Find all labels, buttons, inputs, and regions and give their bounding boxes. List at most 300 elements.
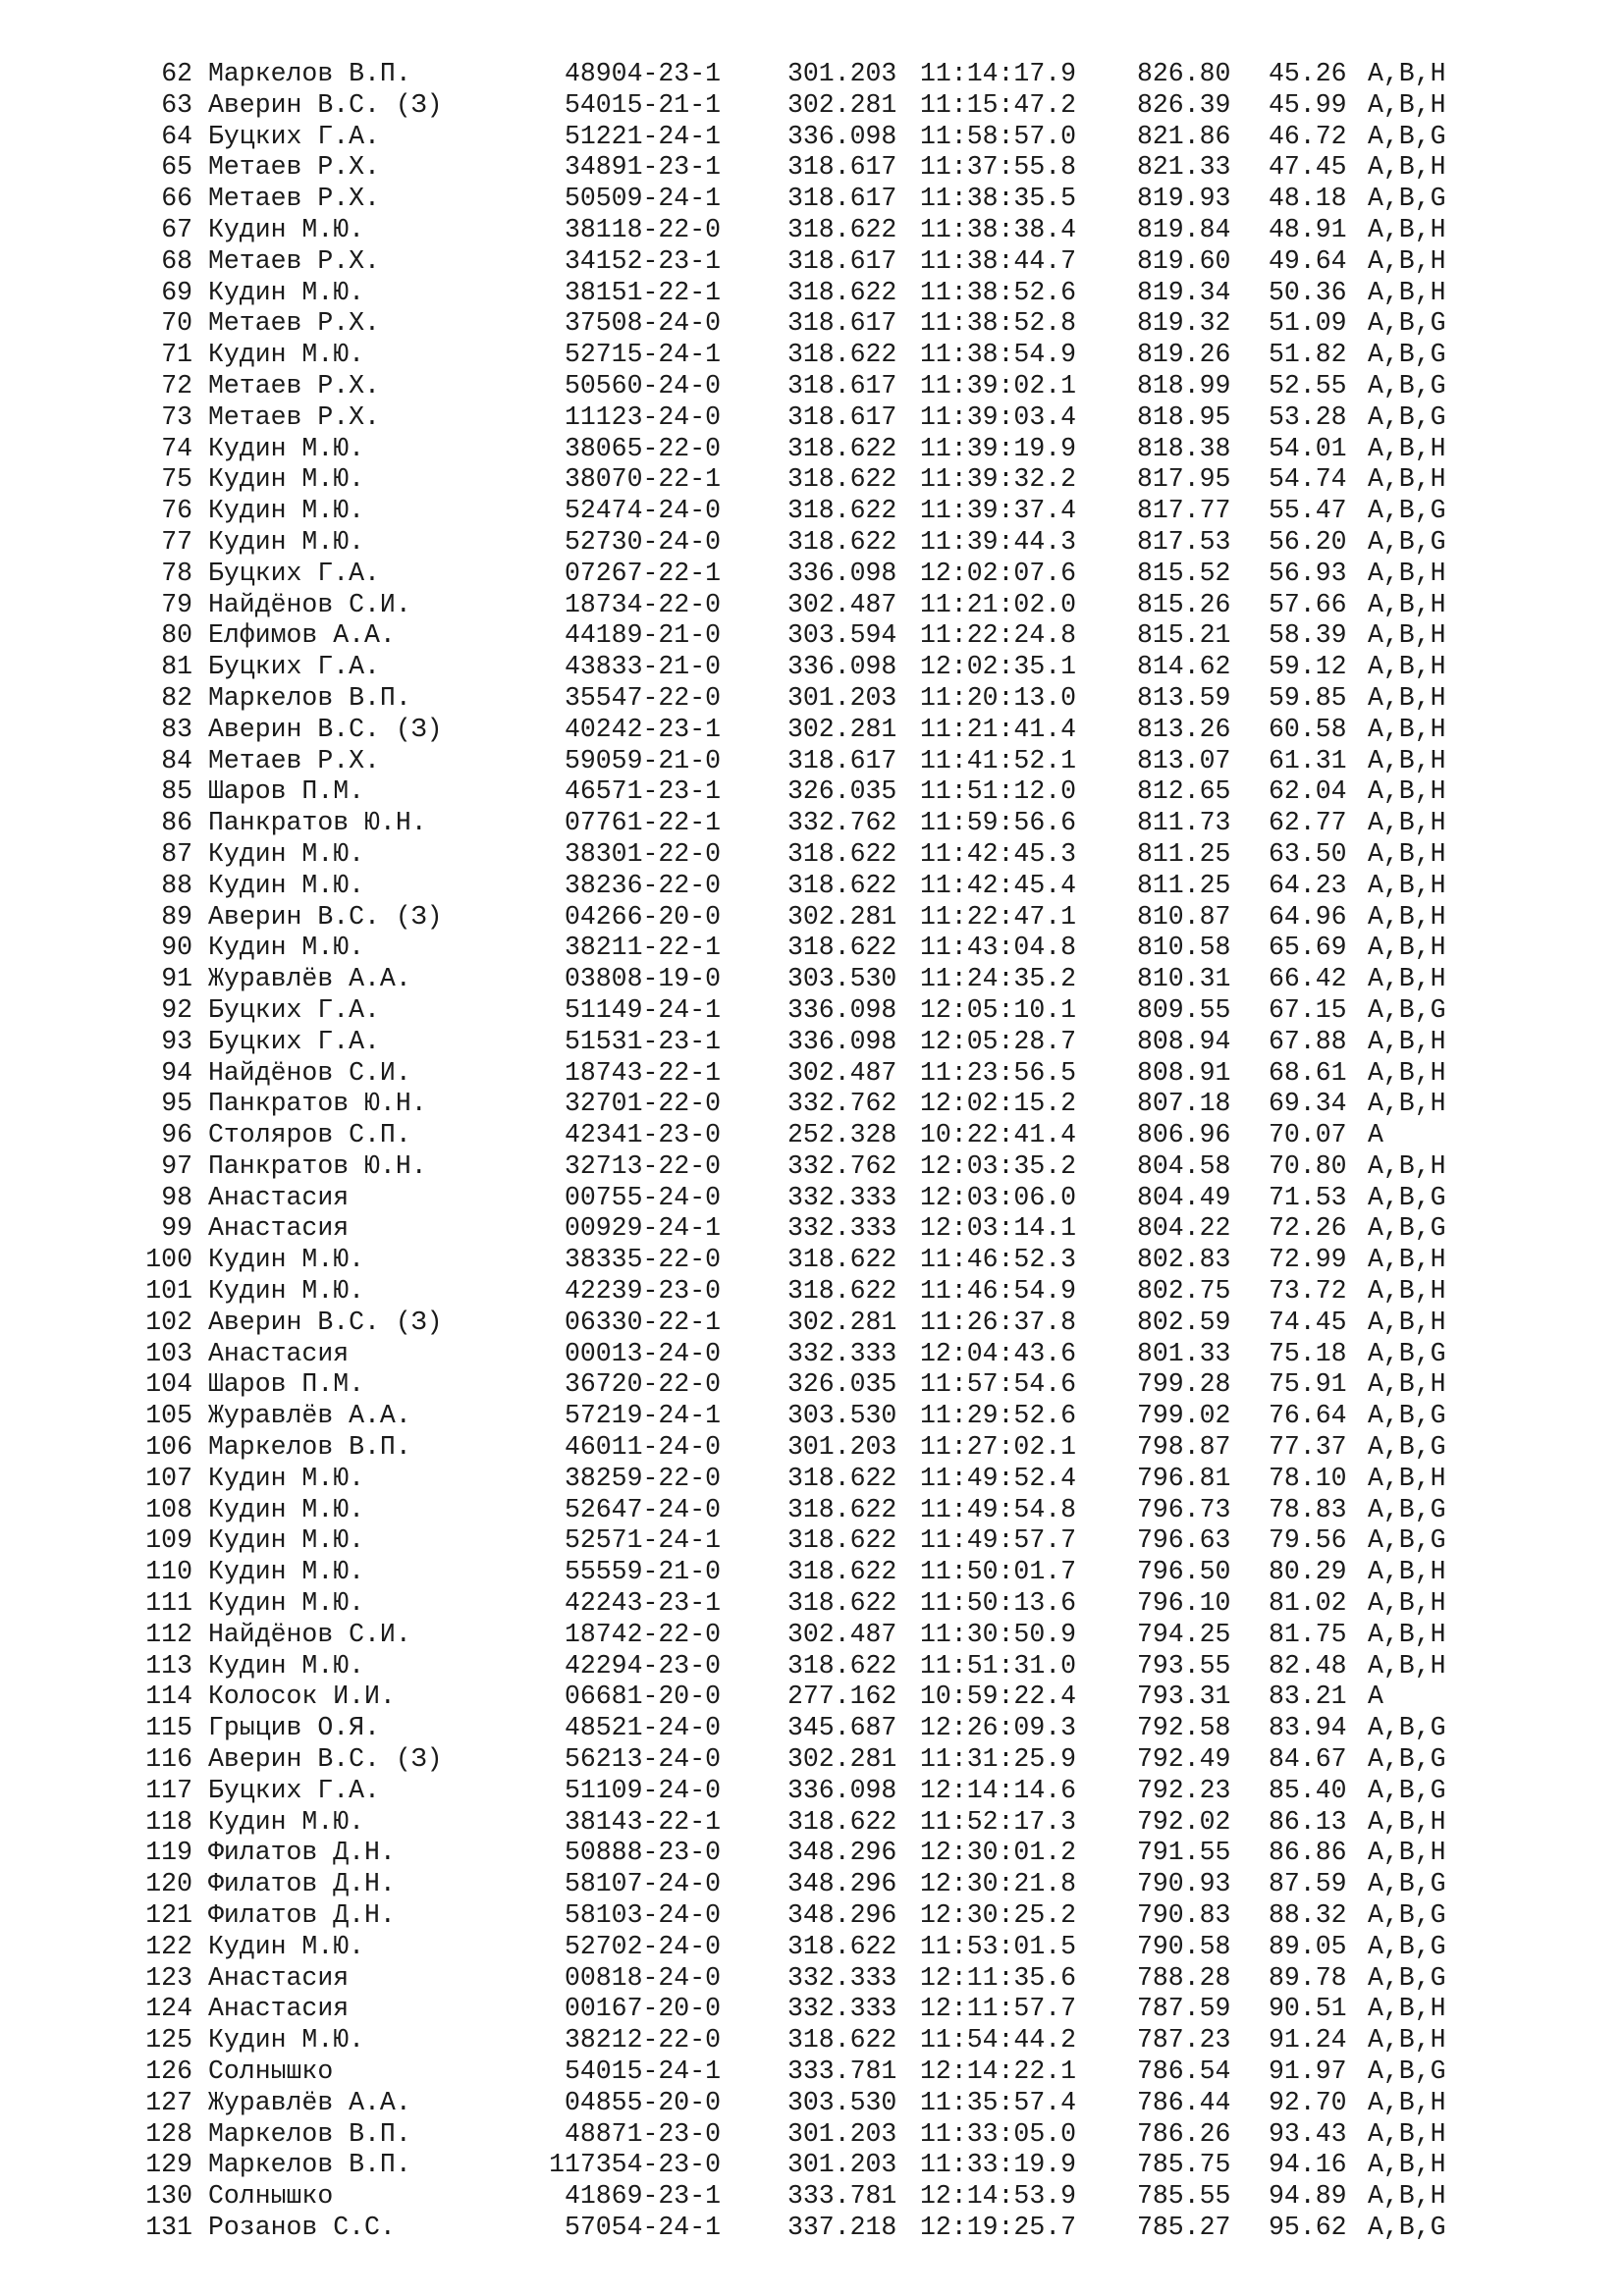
table-row [0, 1401, 1624, 1432]
arrival-time: 12:14:22.1 [920, 2056, 1077, 2086]
table-row [0, 1276, 1624, 1308]
row-number: 75 [161, 464, 192, 495]
row-number: 78 [161, 558, 192, 588]
ring-number: 42341-23-0 [564, 1120, 721, 1150]
ring-number: 51531-23-1 [564, 1026, 721, 1056]
coefficient-value: 83.21 [1269, 1682, 1347, 1712]
results-table [0, 59, 1624, 2244]
row-number: 103 [145, 1338, 192, 1368]
distance-value: 318.622 [787, 933, 897, 963]
ring-number: 07267-22-1 [564, 558, 721, 588]
row-number: 80 [161, 620, 192, 651]
table-row [0, 839, 1624, 871]
row-number: 88 [161, 870, 192, 900]
coefficient-value: 73.72 [1269, 1276, 1347, 1307]
ring-number: 50509-24-1 [564, 184, 721, 214]
arrival-time: 11:39:19.9 [920, 433, 1077, 463]
speed-value: 811.25 [1137, 838, 1231, 869]
row-number: 125 [145, 2025, 192, 2056]
row-number: 65 [161, 152, 192, 183]
arrival-time: 12:30:01.2 [920, 1838, 1077, 1868]
ring-number: 38335-22-0 [564, 1245, 721, 1275]
fancier-name: Журавлёв А.А. [208, 1401, 411, 1431]
speed-value: 806.96 [1137, 1120, 1231, 1150]
distance-value: 345.687 [787, 1713, 897, 1743]
arrival-time: 11:15:47.2 [920, 89, 1077, 120]
fancier-name: Филатов Д.Н. [208, 1869, 396, 1899]
table-row [0, 1525, 1624, 1557]
row-number: 108 [145, 1494, 192, 1524]
groups-value: A,B,G [1368, 994, 1446, 1025]
ring-number: 46011-24-0 [564, 1432, 721, 1463]
fancier-name: Шаров П.М. [208, 776, 365, 807]
distance-value: 333.781 [787, 2181, 897, 2212]
table-row [0, 1432, 1624, 1464]
fancier-name: Маркелов В.П. [208, 1432, 411, 1463]
arrival-time: 11:49:52.4 [920, 1463, 1077, 1493]
ring-number: 46571-23-1 [564, 776, 721, 807]
arrival-time: 12:03:35.2 [920, 1150, 1077, 1181]
groups-value: A,B,H [1368, 2181, 1446, 2212]
fancier-name: Метаев Р.Х. [208, 245, 380, 276]
ring-number: 41869-23-1 [564, 2181, 721, 2212]
distance-value: 318.617 [787, 401, 897, 432]
fancier-name: Кудин М.Ю. [208, 277, 365, 307]
coefficient-value: 72.26 [1269, 1213, 1347, 1244]
distance-value: 318.617 [787, 370, 897, 400]
fancier-name: Солнышко [208, 2056, 334, 2086]
coefficient-value: 91.97 [1269, 2056, 1347, 2086]
groups-value: A,B,G [1368, 401, 1446, 432]
distance-value: 332.762 [787, 1150, 897, 1181]
groups-value: A,B,G [1368, 1869, 1446, 1899]
table-row [0, 1994, 1624, 2025]
row-number: 120 [145, 1869, 192, 1899]
coefficient-value: 89.05 [1269, 1931, 1347, 1961]
table-row [0, 590, 1624, 621]
table-row [0, 402, 1624, 434]
speed-value: 818.99 [1137, 370, 1231, 400]
ring-number: 34152-23-1 [564, 245, 721, 276]
groups-value: A,B,H [1368, 558, 1446, 588]
row-number: 62 [161, 59, 192, 88]
row-number: 124 [145, 1994, 192, 2024]
speed-value: 819.34 [1137, 277, 1231, 307]
ring-number: 42239-23-0 [564, 1276, 721, 1307]
groups-value: A,B,G [1368, 1525, 1446, 1556]
row-number: 92 [161, 994, 192, 1025]
table-row [0, 1620, 1624, 1651]
table-row [0, 683, 1624, 715]
row-number: 130 [145, 2181, 192, 2212]
row-number: 117 [145, 1775, 192, 1805]
distance-value: 277.162 [787, 1682, 897, 1712]
groups-value: A,B,H [1368, 964, 1446, 994]
fancier-name: Кудин М.Ю. [208, 2025, 365, 2056]
ring-number: 38259-22-0 [564, 1463, 721, 1493]
row-number: 114 [145, 1682, 192, 1712]
speed-value: 815.26 [1137, 589, 1231, 619]
arrival-time: 11:37:55.8 [920, 152, 1077, 183]
distance-value: 318.622 [787, 1276, 897, 1307]
table-row [0, 715, 1624, 746]
speed-value: 814.62 [1137, 652, 1231, 682]
distance-value: 332.762 [787, 1089, 897, 1119]
row-number: 94 [161, 1057, 192, 1088]
coefficient-value: 54.01 [1269, 433, 1347, 463]
groups-value: A,B,G [1368, 121, 1446, 151]
fancier-name: Кудин М.Ю. [208, 1276, 365, 1307]
row-number: 90 [161, 933, 192, 963]
groups-value: A,B,H [1368, 1806, 1446, 1837]
coefficient-value: 45.26 [1269, 59, 1347, 88]
coefficient-value: 75.18 [1269, 1338, 1347, 1368]
coefficient-value: 64.23 [1269, 870, 1347, 900]
distance-value: 318.622 [787, 1245, 897, 1275]
speed-value: 787.59 [1137, 1994, 1231, 2024]
speed-value: 810.58 [1137, 933, 1231, 963]
table-row [0, 1120, 1624, 1151]
groups-value: A,B,H [1368, 901, 1446, 932]
distance-value: 302.487 [787, 1057, 897, 1088]
fancier-name: Буцких Г.А. [208, 121, 380, 151]
fancier-name: Аверин В.С. (З) [208, 1744, 443, 1775]
distance-value: 332.333 [787, 1338, 897, 1368]
table-row [0, 1464, 1624, 1495]
arrival-time: 12:03:06.0 [920, 1182, 1077, 1212]
distance-value: 318.622 [787, 1650, 897, 1681]
distance-value: 332.333 [787, 1182, 897, 1212]
arrival-time: 11:38:44.7 [920, 245, 1077, 276]
arrival-time: 11:49:57.7 [920, 1525, 1077, 1556]
fancier-name: Журавлёв А.А. [208, 2087, 411, 2117]
arrival-time: 11:38:54.9 [920, 340, 1077, 370]
fancier-name: Маркелов В.П. [208, 2150, 411, 2180]
speed-value: 799.02 [1137, 1401, 1231, 1431]
ring-number: 43833-21-0 [564, 652, 721, 682]
speed-value: 786.44 [1137, 2087, 1231, 2117]
ring-number: 51221-24-1 [564, 121, 721, 151]
table-row [0, 1588, 1624, 1620]
distance-value: 302.281 [787, 89, 897, 120]
row-number: 83 [161, 714, 192, 744]
row-number: 95 [161, 1089, 192, 1119]
coefficient-value: 59.85 [1269, 682, 1347, 713]
fancier-name: Маркелов В.П. [208, 2118, 411, 2149]
fancier-name: Найдёнов С.И. [208, 1057, 411, 1088]
distance-value: 301.203 [787, 2150, 897, 2180]
table-row [0, 246, 1624, 278]
arrival-time: 11:50:13.6 [920, 1588, 1077, 1619]
ring-number: 18734-22-0 [564, 589, 721, 619]
table-row [0, 1339, 1624, 1370]
row-number: 97 [161, 1150, 192, 1181]
table-row [0, 1838, 1624, 1869]
ring-number: 38065-22-0 [564, 433, 721, 463]
coefficient-value: 55.47 [1269, 496, 1347, 526]
groups-value: A,B,H [1368, 245, 1446, 276]
arrival-time: 11:53:01.5 [920, 1931, 1077, 1961]
speed-value: 811.73 [1137, 808, 1231, 838]
speed-value: 821.33 [1137, 152, 1231, 183]
groups-value: A,B,H [1368, 1838, 1446, 1868]
arrival-time: 11:31:25.9 [920, 1744, 1077, 1775]
arrival-time: 11:22:24.8 [920, 620, 1077, 651]
coefficient-value: 48.18 [1269, 184, 1347, 214]
row-number: 68 [161, 245, 192, 276]
coefficient-value: 47.45 [1269, 152, 1347, 183]
table-row [0, 1869, 1624, 1900]
groups-value: A,B,H [1368, 464, 1446, 495]
table-row [0, 496, 1624, 527]
fancier-name: Кудин М.Ю. [208, 464, 365, 495]
ring-number: 38301-22-0 [564, 838, 721, 869]
distance-value: 303.530 [787, 2087, 897, 2117]
fancier-name: Кудин М.Ю. [208, 1650, 365, 1681]
coefficient-value: 51.82 [1269, 340, 1347, 370]
groups-value: A,B,H [1368, 89, 1446, 120]
groups-value: A,B,G [1368, 1338, 1446, 1368]
table-row [0, 184, 1624, 215]
distance-value: 337.218 [787, 2212, 897, 2242]
fancier-name: Буцких Г.А. [208, 652, 380, 682]
arrival-time: 11:39:03.4 [920, 401, 1077, 432]
coefficient-value: 49.64 [1269, 245, 1347, 276]
coefficient-value: 53.28 [1269, 401, 1347, 432]
table-row [0, 464, 1624, 496]
arrival-time: 11:24:35.2 [920, 964, 1077, 994]
groups-value: A,B,G [1368, 2212, 1446, 2242]
fancier-name: Анастасия [208, 1338, 350, 1368]
ring-number: 38151-22-1 [564, 277, 721, 307]
table-row [0, 122, 1624, 153]
arrival-time: 11:50:01.7 [920, 1557, 1077, 1587]
groups-value: A,B,H [1368, 1463, 1446, 1493]
arrival-time: 11:20:13.0 [920, 682, 1077, 713]
speed-value: 796.73 [1137, 1494, 1231, 1524]
table-row [0, 434, 1624, 465]
table-row [0, 1183, 1624, 1214]
ring-number: 44189-21-0 [564, 620, 721, 651]
groups-value: A,B,H [1368, 589, 1446, 619]
ring-number: 00818-24-0 [564, 1962, 721, 1993]
arrival-time: 11:46:52.3 [920, 1245, 1077, 1275]
coefficient-value: 83.94 [1269, 1713, 1347, 1743]
row-number: 87 [161, 838, 192, 869]
groups-value: A,B,H [1368, 2025, 1446, 2056]
distance-value: 318.622 [787, 1557, 897, 1587]
coefficient-value: 71.53 [1269, 1182, 1347, 1212]
table-row [0, 371, 1624, 402]
row-number: 85 [161, 776, 192, 807]
row-number: 102 [145, 1307, 192, 1337]
coefficient-value: 51.09 [1269, 308, 1347, 339]
ring-number: 48521-24-0 [564, 1713, 721, 1743]
row-number: 67 [161, 214, 192, 244]
table-row [0, 2119, 1624, 2151]
arrival-time: 11:23:56.5 [920, 1057, 1077, 1088]
speed-value: 818.38 [1137, 433, 1231, 463]
groups-value: A,B,H [1368, 808, 1446, 838]
fancier-name: Буцких Г.А. [208, 1026, 380, 1056]
ring-number: 40242-23-1 [564, 714, 721, 744]
ring-number: 50560-24-0 [564, 370, 721, 400]
row-number: 69 [161, 277, 192, 307]
table-row [0, 1495, 1624, 1526]
table-row [0, 1744, 1624, 1776]
row-number: 129 [145, 2150, 192, 2180]
fancier-name: Кудин М.Ю. [208, 1463, 365, 1493]
row-number: 79 [161, 589, 192, 619]
ring-number: 52730-24-0 [564, 526, 721, 557]
speed-value: 801.33 [1137, 1338, 1231, 1368]
table-row [0, 1557, 1624, 1588]
arrival-time: 11:41:52.1 [920, 745, 1077, 775]
speed-value: 790.58 [1137, 1931, 1231, 1961]
distance-value: 318.622 [787, 1588, 897, 1619]
row-number: 91 [161, 964, 192, 994]
fancier-name: Аверин В.С. (З) [208, 901, 443, 932]
fancier-name: Кудин М.Ю. [208, 1931, 365, 1961]
table-row [0, 308, 1624, 340]
table-row [0, 2150, 1624, 2181]
groups-value: A,B,G [1368, 184, 1446, 214]
groups-value: A,B,H [1368, 277, 1446, 307]
speed-value: 796.50 [1137, 1557, 1231, 1587]
speed-value: 785.27 [1137, 2212, 1231, 2242]
row-number: 71 [161, 340, 192, 370]
coefficient-value: 57.66 [1269, 589, 1347, 619]
arrival-time: 11:57:54.6 [920, 1369, 1077, 1400]
distance-value: 318.622 [787, 870, 897, 900]
groups-value: A,B,G [1368, 370, 1446, 400]
coefficient-value: 87.59 [1269, 1869, 1347, 1899]
ring-number: 48904-23-1 [564, 59, 721, 88]
groups-value: A,B,H [1368, 2087, 1446, 2117]
fancier-name: Анастасия [208, 1213, 350, 1244]
speed-value: 796.63 [1137, 1525, 1231, 1556]
table-row [0, 1027, 1624, 1058]
row-number: 98 [161, 1182, 192, 1212]
fancier-name: Кудин М.Ю. [208, 1806, 365, 1837]
fancier-name: Метаев Р.Х. [208, 370, 380, 400]
arrival-time: 10:22:41.4 [920, 1120, 1077, 1150]
coefficient-value: 72.99 [1269, 1245, 1347, 1275]
groups-value: A,B,H [1368, 1557, 1446, 1587]
row-number: 110 [145, 1557, 192, 1587]
coefficient-value: 94.16 [1269, 2150, 1347, 2180]
table-row [0, 1713, 1624, 1744]
ring-number: 00755-24-0 [564, 1182, 721, 1212]
distance-value: 333.781 [787, 2056, 897, 2086]
table-row [0, 2181, 1624, 2213]
speed-value: 815.52 [1137, 558, 1231, 588]
ring-number: 32701-22-0 [564, 1089, 721, 1119]
fancier-name: Анастасия [208, 1962, 350, 1993]
table-row [0, 1089, 1624, 1120]
arrival-time: 10:59:22.4 [920, 1682, 1077, 1712]
coefficient-value: 65.69 [1269, 933, 1347, 963]
fancier-name: Кудин М.Ю. [208, 214, 365, 244]
row-number: 127 [145, 2087, 192, 2117]
groups-value: A,B,G [1368, 1900, 1446, 1931]
distance-value: 318.622 [787, 526, 897, 557]
ring-number: 54015-24-1 [564, 2056, 721, 2086]
fancier-name: Найдёнов С.И. [208, 1619, 411, 1649]
distance-value: 336.098 [787, 558, 897, 588]
fancier-name: Панкратов Ю.Н. [208, 1150, 427, 1181]
distance-value: 318.622 [787, 2025, 897, 2056]
table-row [0, 1308, 1624, 1339]
coefficient-value: 69.34 [1269, 1089, 1347, 1119]
speed-value: 790.83 [1137, 1900, 1231, 1931]
arrival-time: 11:35:57.4 [920, 2087, 1077, 2117]
row-number: 115 [145, 1713, 192, 1743]
groups-value: A,B,G [1368, 496, 1446, 526]
fancier-name: Кудин М.Ю. [208, 1557, 365, 1587]
table-row [0, 1213, 1624, 1245]
fancier-name: Метаев Р.Х. [208, 184, 380, 214]
speed-value: 802.83 [1137, 1245, 1231, 1275]
row-number: 70 [161, 308, 192, 339]
coefficient-value: 45.99 [1269, 89, 1347, 120]
speed-value: 791.55 [1137, 1838, 1231, 1868]
speed-value: 817.77 [1137, 496, 1231, 526]
groups-value: A,B,H [1368, 152, 1446, 183]
distance-value: 336.098 [787, 1775, 897, 1805]
groups-value: A,B,G [1368, 1401, 1446, 1431]
fancier-name: Анастасия [208, 1994, 350, 2024]
coefficient-value: 80.29 [1269, 1557, 1347, 1587]
ring-number: 34891-23-1 [564, 152, 721, 183]
speed-value: 786.54 [1137, 2056, 1231, 2086]
table-row [0, 2088, 1624, 2119]
fancier-name: Розанов С.С. [208, 2212, 396, 2242]
fancier-name: Кудин М.Ю. [208, 526, 365, 557]
distance-value: 318.622 [787, 464, 897, 495]
groups-value: A,B,H [1368, 433, 1446, 463]
arrival-time: 11:51:12.0 [920, 776, 1077, 807]
coefficient-value: 66.42 [1269, 964, 1347, 994]
table-row [0, 1776, 1624, 1807]
ring-number: 42243-23-1 [564, 1588, 721, 1619]
groups-value: A,B,G [1368, 308, 1446, 339]
groups-value: A,B,G [1368, 1182, 1446, 1212]
speed-value: 785.75 [1137, 2150, 1231, 2180]
coefficient-value: 62.04 [1269, 776, 1347, 807]
groups-value: A,B,H [1368, 1276, 1446, 1307]
table-row [0, 559, 1624, 590]
row-number: 128 [145, 2118, 192, 2149]
row-number: 126 [145, 2056, 192, 2086]
fancier-name: Метаев Р.Х. [208, 401, 380, 432]
table-row [0, 933, 1624, 964]
coefficient-value: 89.78 [1269, 1962, 1347, 1993]
fancier-name: Анастасия [208, 1182, 350, 1212]
arrival-time: 12:30:25.2 [920, 1900, 1077, 1931]
coefficient-value: 95.62 [1269, 2212, 1347, 2242]
row-number: 104 [145, 1369, 192, 1400]
fancier-name: Панкратов Ю.Н. [208, 808, 427, 838]
arrival-time: 12:05:10.1 [920, 994, 1077, 1025]
groups-value: A,B,H [1368, 776, 1446, 807]
arrival-time: 11:39:44.3 [920, 526, 1077, 557]
table-row [0, 902, 1624, 934]
table-row [0, 90, 1624, 122]
fancier-name: Кудин М.Ю. [208, 870, 365, 900]
row-number: 64 [161, 121, 192, 151]
groups-value: A,B,G [1368, 526, 1446, 557]
